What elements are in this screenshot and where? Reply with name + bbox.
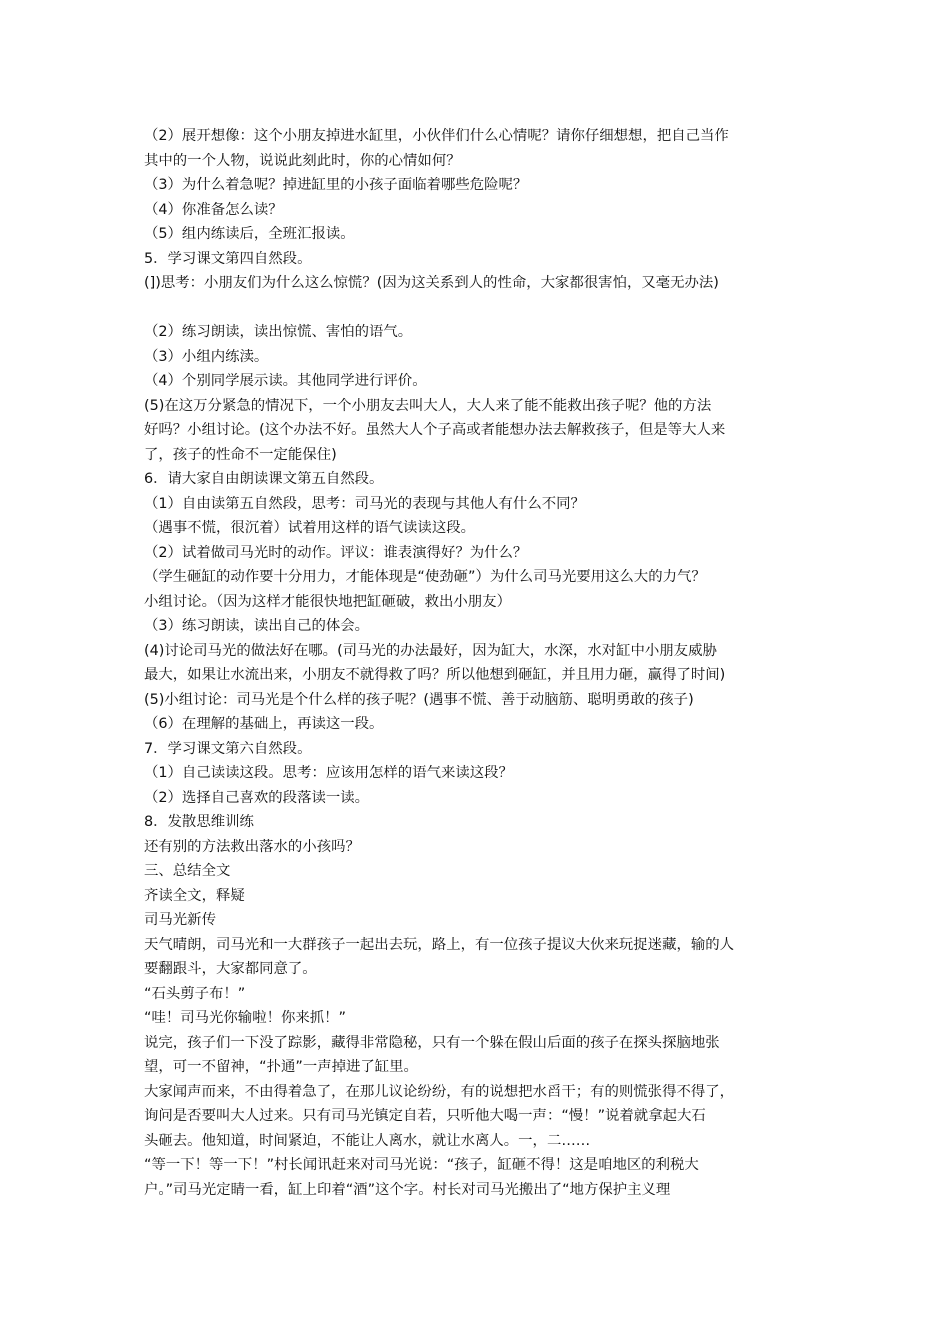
text-line: (5)小组讨论：司马光是个什么样的孩子呢？(遇事不慌、善于动脑筋、聪明勇敢的孩子)	[144, 691, 694, 708]
text-line: 还有别的方法救出落水的小孩吗？	[144, 838, 360, 855]
text-line: “石头剪子布！”	[144, 985, 246, 1002]
text-line: 说完，孩子们一下没了踪影，藏得非常隐秘，只有一个躲在假山后面的孩子在探头探脑地张	[144, 1034, 720, 1051]
text-line: (])思考：小朋友们为什么这么惊慌？(因为这关系到人的性命，大家都很害怕，又毫无办法)	[144, 275, 719, 291]
text-line: 天气晴朗，司马光和一大群孩子一起出去玩，路上，有一位孩子提议大伙来玩捉迷藏，输的人	[144, 936, 735, 953]
text-line: （1）自己读读这段。思考：应该用怎样的语气来读这段？	[144, 765, 513, 781]
text-line: （2）练习朗读，读出惊慌、害怕的语气。	[144, 324, 413, 340]
text-line: （5）组内练读后，全班汇报读。	[144, 226, 355, 242]
text-line: 小组讨论。（因为这样才能很快地把缸砸破，救出小朋友）	[144, 593, 511, 610]
text-line: 要翻跟斗，大家都同意了。	[144, 961, 317, 977]
text-line: （2）选择自己喜欢的段落读一读。	[144, 789, 370, 806]
text-line: 三、总结全文	[144, 863, 231, 879]
text-line: （3）练习朗读，读出自己的体会。	[144, 618, 370, 634]
text-line: （4）你准备怎么读？	[144, 201, 283, 218]
text-line: （3）小组内练渎。	[144, 348, 269, 365]
text-line: 其中的一个人物，说说此刻此时，你的心情如何？	[144, 152, 461, 169]
text-line: （3）为什么着急呢？掉进缸里的小孩子面临着哪些危险呢？	[144, 177, 528, 193]
text-line: 了，孩子的性命不一定能保住)	[144, 446, 337, 463]
text-line: （4）个别同学展示读。其他同学进行评价。	[144, 373, 427, 389]
text-line: 齐读全文，释疑	[144, 887, 245, 904]
text-line: （2）试着做司马光时的动作。评议：谁表演得好？为什么？	[144, 544, 528, 561]
text-line: 6．请大家自由朗读课文第五自然段。	[144, 471, 384, 487]
text-line: 询问是否要叫大人过来。只有司马光镇定自若，只听他大喝一声：“慢！”说着就拿起大石	[144, 1108, 706, 1124]
text-line: “等一下！等一下！”村长闻讯赶来对司马光说：“孩子，缸砸不得！这是咱地区的利税大	[144, 1157, 699, 1173]
text-line: “哇！司马光你输啦！你来抓！”	[144, 1010, 346, 1026]
text-line: 户。”司马光定睛一看，缸上印着“酒”这个字。村长对司马光搬出了“地方保护主义理	[144, 1181, 671, 1198]
text-line: 最大，如果让水流出来，小朋友不就得救了吗？所以他想到砸缸，并且用力砸，赢得了时间)	[144, 667, 726, 683]
blank-line	[144, 296, 816, 321]
text-line: （1）自由读第五自然段，思考：司马光的表现与其他人有什么不同？	[144, 495, 585, 512]
text-line: 7．学习课文第六自然段。	[144, 740, 312, 757]
text-line: 望，可一不留神，“扑通”一声掉进了缸里。	[144, 1059, 418, 1075]
text-line: （学生砸缸的动作要十分用力，才能体现是“使劲砸”）为什么司马光要用这么大的力气？	[144, 569, 706, 585]
text-line: 头砸去。他知道，时间紧迫，不能让人离水，就让水离人。一，二……	[144, 1132, 591, 1149]
text-line: 5．学习课文第四自然段。	[144, 250, 312, 267]
text-line: (4)讨论司马光的做法好在哪。(司马光的办法最好，因为缸大，水深，水对缸中小朋友威胁	[144, 642, 717, 659]
text-line: （遇事不慌，很沉着）试着用这样的语气读读这段。	[144, 520, 475, 536]
text-line: 8．发散思维训练	[144, 814, 254, 830]
text-line: (5)在这万分紧急的情况下，一个小朋友去叫大人，大人来了能不能救出孩子呢？他的方法	[144, 397, 712, 414]
document-body	[144, 124, 816, 1202]
text-line: （6）在理解的基础上，再读这一段。	[144, 716, 384, 732]
text-line: 好吗？小组讨论。(这个办法不好。虽然大人个子高或者能想办法去解救孩子，但是等大人来	[144, 422, 726, 438]
text-line: 司马光新传	[144, 912, 216, 928]
text-line: 大家闻声而来，不由得着急了，在那儿议论纷纷，有的说想把水舀干；有的则慌张得不得了，	[144, 1083, 735, 1100]
text-line: （2）展开想像：这个小朋友掉进水缸里，小伙伴们什么心情呢？请你仔细想想，把自己当作	[144, 128, 729, 144]
